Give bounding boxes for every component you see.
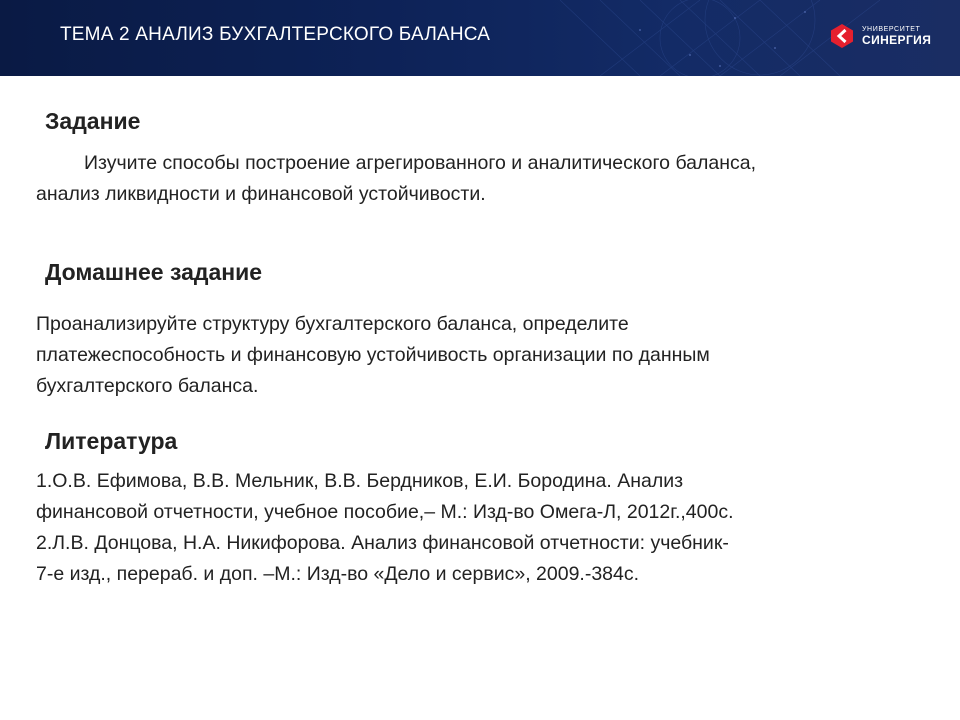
logo-text-small: УНИВЕРСИТЕТ <box>862 26 921 33</box>
literature-line: 1.О.В. Ефимова, В.В. Мельник, В.В. Бердников, Е.И. Бородина. Анализ <box>36 470 684 492</box>
synergy-logo-icon <box>828 22 856 50</box>
task-line: анализ ликвидности и финансовой устойчивости. <box>36 183 486 205</box>
literature-line: 2.Л.В. Донцова, Н.А. Никифорова. Анализ финансовой отчетности: учебник- <box>36 532 729 554</box>
logo-text <box>862 26 931 46</box>
literature-heading: Литература <box>45 428 178 454</box>
homework-text <box>36 309 936 402</box>
slide-title: ТЕМА 2 АНАЛИЗ БУХГАЛТЕРСКОГО БАЛАНСА <box>60 24 491 45</box>
logo-text-big: СИНЕРГИЯ <box>862 33 932 47</box>
slide-header <box>0 0 960 76</box>
literature-line: финансовой отчетности, учебное пособие,– М.: Изд-во Омега-Л, 2012г.,400с. <box>36 501 734 523</box>
university-logo <box>828 22 931 50</box>
homework-line: Проанализируйте структуру бухгалтерского баланса, определите <box>36 313 629 335</box>
literature-list <box>36 466 936 590</box>
homework-heading: Домашнее задание <box>45 259 263 285</box>
task-heading: Задание <box>45 108 141 134</box>
homework-line: платежеспособность и финансовую устойчивость организации по данным <box>36 344 710 366</box>
task-text <box>36 148 936 210</box>
literature-line: 7-е изд., перераб. и доп. –М.: Изд-во «Дело и сервис», 2009.-384с. <box>36 563 640 585</box>
homework-line: бухгалтерского баланса. <box>36 375 259 397</box>
task-line: Изучите способы построение агрегированного и аналитического баланса, <box>84 152 757 174</box>
